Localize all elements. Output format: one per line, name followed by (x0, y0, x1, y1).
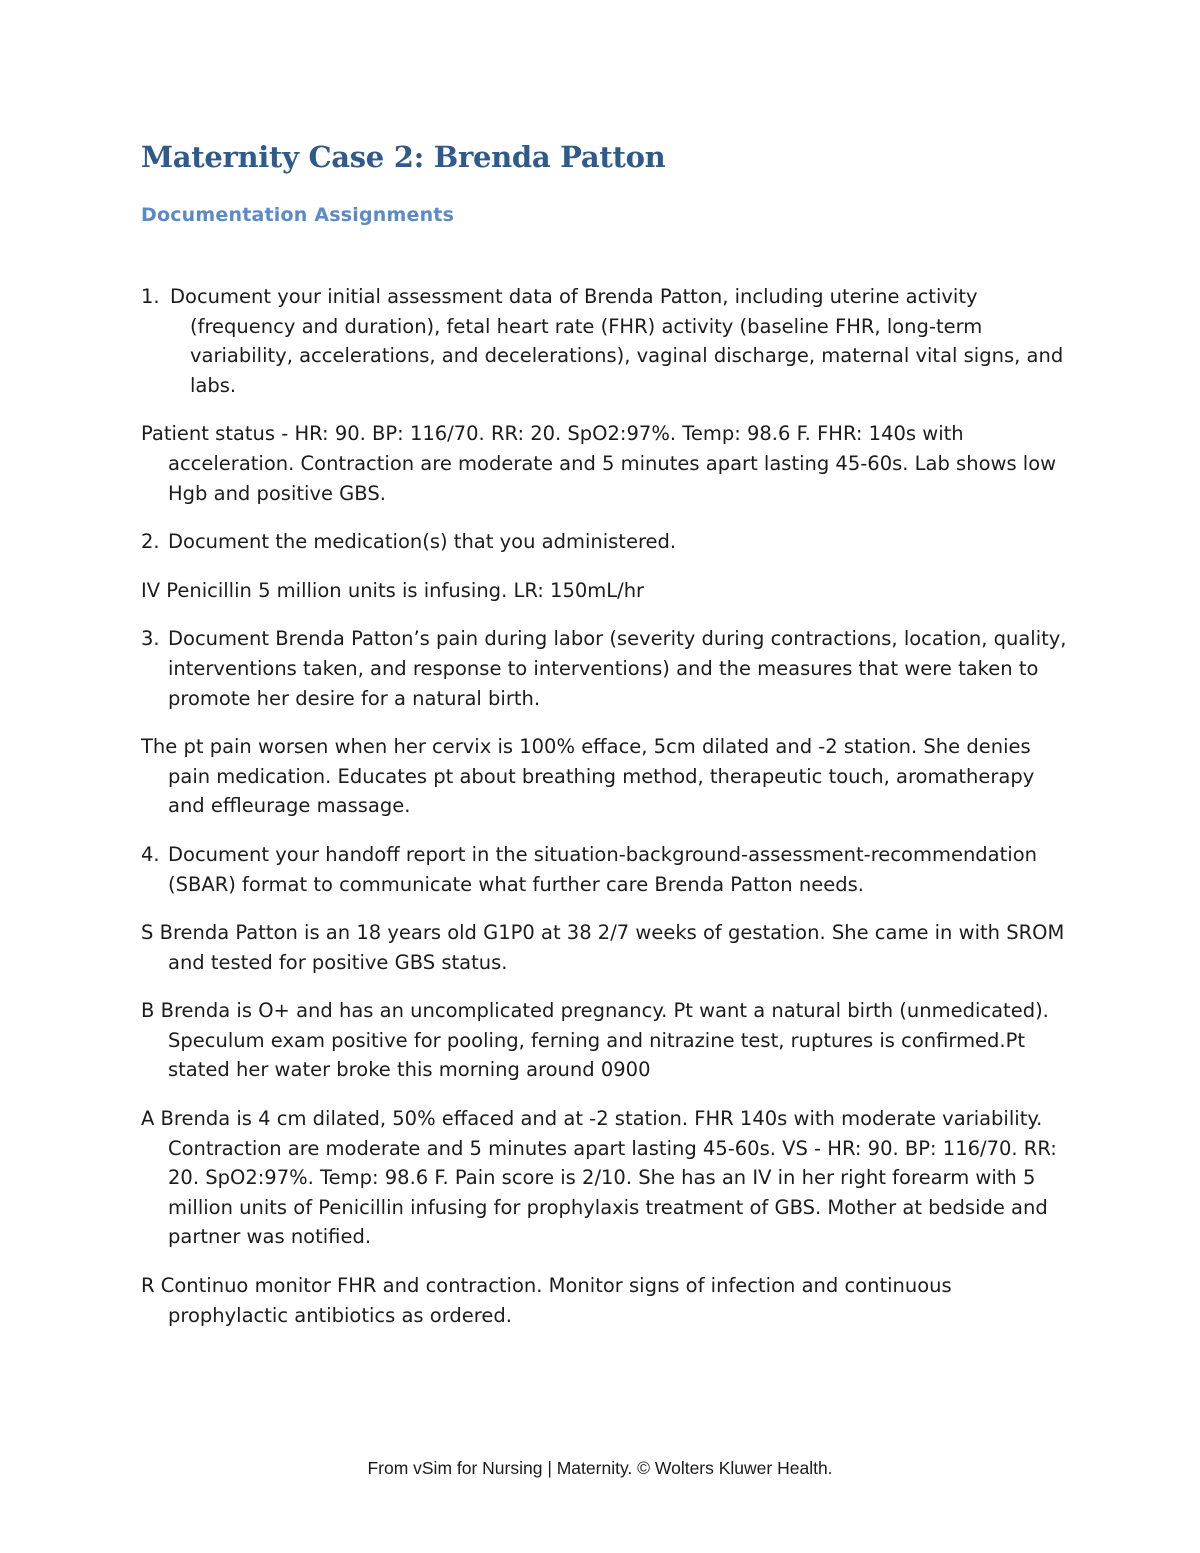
question-3 (141, 624, 1071, 713)
question-2 (141, 527, 1071, 557)
question-text: Document your handoff report in the situation-background-assessment-recommendation (SBAR) format to communicate what further care Brenda Patton needs. (168, 842, 1037, 896)
sbar-assessment: A Brenda is 4 cm dilated, 50% effaced and at -2 station. FHR 140s with moderate variability. Contraction are moderate and 5 minutes apart lasting 45-60s. VS - HR: 90. BP: 116/70. RR: 20. SpO2:97%. Temp: 98.6 F. Pain score is 2/10. She has an IV in her right forearm with 5 million units of Penicillin infusing for prophylaxis treatment of GBS. Mother at bedside and partner was notified. (141, 1107, 1057, 1249)
question-number: 3. (141, 627, 160, 651)
question-number: 1. (141, 285, 160, 308)
question-1 (141, 282, 1071, 400)
answer-1: Patient status - HR: 90. BP: 116/70. RR: 20. SpO2:97%. Temp: 98.6 F. FHR: 140s with acceleration. Contraction are moderate and 5 minutes apart lasting 45-60s. Lab shows low Hgb and positive GBS. (141, 422, 1057, 505)
sbar-recommendation: R Continuo monitor FHR and contraction. Monitor signs of infection and continuous prophylactic antibiotics as ordered. (141, 1274, 952, 1327)
question-text: Document your initial assessment data of Brenda Patton, including uterine activity (frequency and duration), fetal heart rate (FHR) activity (baseline FHR, long-term variability, accelerations, and decelerations), vaginal discharge, maternal vital signs, and labs. (170, 285, 1064, 397)
question-text: Document Brenda Patton’s pain during labor (severity during contractions, location, quality, interventions taken, and response to interventions) and the measures that were taken to promote her desire for a natural birth. (168, 627, 1067, 710)
question-text: Document the medication(s) that you administered. (168, 530, 677, 554)
sbar-background: B Brenda is O+ and has an uncomplicated pregnancy. Pt want a natural birth (unmedicated). Speculum exam positive for pooling, ferning and nitrazine test, ruptures is confirmed.Pt stated her water broke this morning around 0900 (141, 999, 1049, 1082)
page-footer: From vSim for Nursing | Maternity. © Wolters Kluwer Health. (367, 1458, 833, 1478)
question-number: 4. (141, 842, 160, 866)
page-title: Maternity Case 2: Brenda Patton (141, 140, 666, 174)
sbar-situation: S Brenda Patton is an 18 years old G1P0 at 38 2/7 weeks of gestation. She came in with SROM and tested for positive GBS status. (141, 921, 1065, 974)
answer-3: The pt pain worsen when her cervix is 100% efface, 5cm dilated and -2 station. She denies pain medication. Educates pt about breathing method, therapeutic touch, aromatherapy and effleurage massage. (141, 735, 1035, 818)
document-body (141, 282, 1071, 1349)
question-number: 2. (141, 530, 160, 554)
question-4 (141, 840, 1071, 899)
answer-2: IV Penicillin 5 million units is infusing. LR: 150mL/hr (141, 578, 645, 602)
page-subtitle: Documentation Assignments (141, 204, 455, 226)
